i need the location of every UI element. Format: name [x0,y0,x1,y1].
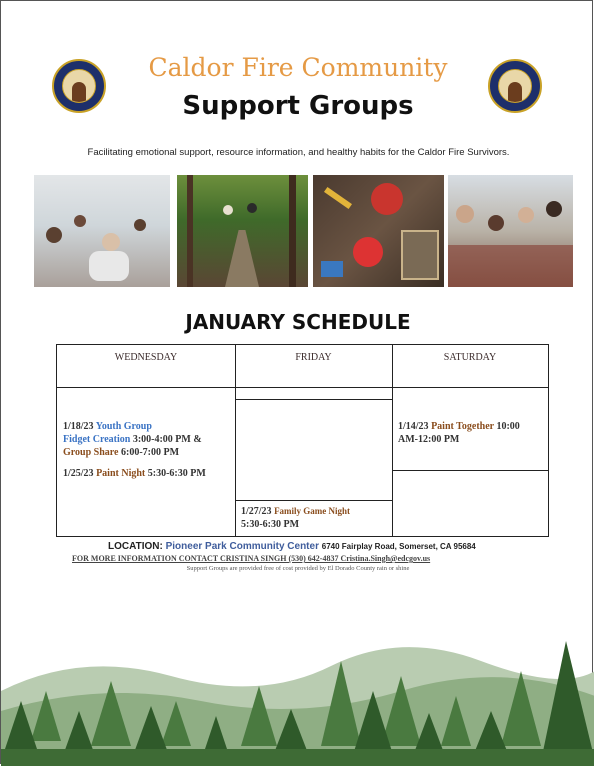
forest-illustration [1,621,594,766]
photo-forest-walk [177,175,308,287]
col-header-wednesday: WEDNESDAY [114,352,178,363]
schedule-title: JANUARY SCHEDULE [185,310,411,334]
photo-art-supplies [313,175,444,287]
photo-group-meditation [34,175,170,287]
wednesday-event-1: 1/18/23 Youth Group Fidget Creation 3:00-4:00 PM & Group Share 6:00-7:00 PM [63,421,202,458]
photo-support-circle [448,175,573,287]
location-line [108,541,476,552]
col-header-saturday: SATURDAY [443,352,497,363]
saturday-event-1: 1/14/23 Paint Together 10:00 AM-12:00 PM [398,421,520,445]
footer-note: Support Groups are provided free of cost provided by El Dorado County rain or shine [186,565,410,572]
col-header-friday: FRIDAY [295,352,332,363]
friday-event-1: 1/27/23 Family Game Night 5:30-6:30 PM [241,506,351,530]
photo-strip [34,175,573,287]
venue-name: Pioneer Park Community Center [165,541,319,552]
venue-address: 6740 Fairplay Road, Somerset, CA 95684 [321,542,476,551]
title-line-1: Caldor Fire Community [148,53,448,82]
subtitle: Facilitating emotional support, resource information, and healthy habits for the Caldor Fire Survivors. [87,147,510,158]
title-line-2: Support Groups [182,91,414,121]
schedule-table [56,344,549,537]
location-label: LOCATION: [108,541,163,552]
contact-info-link[interactable]: FOR MORE INFORMATION CONTACT CRISTINA SINGH (530) 642-4837 Cristina.Singh@edcgov.us [72,554,431,563]
wednesday-event-2: 1/25/23 Paint Night 5:30-6:30 PM [63,468,206,479]
